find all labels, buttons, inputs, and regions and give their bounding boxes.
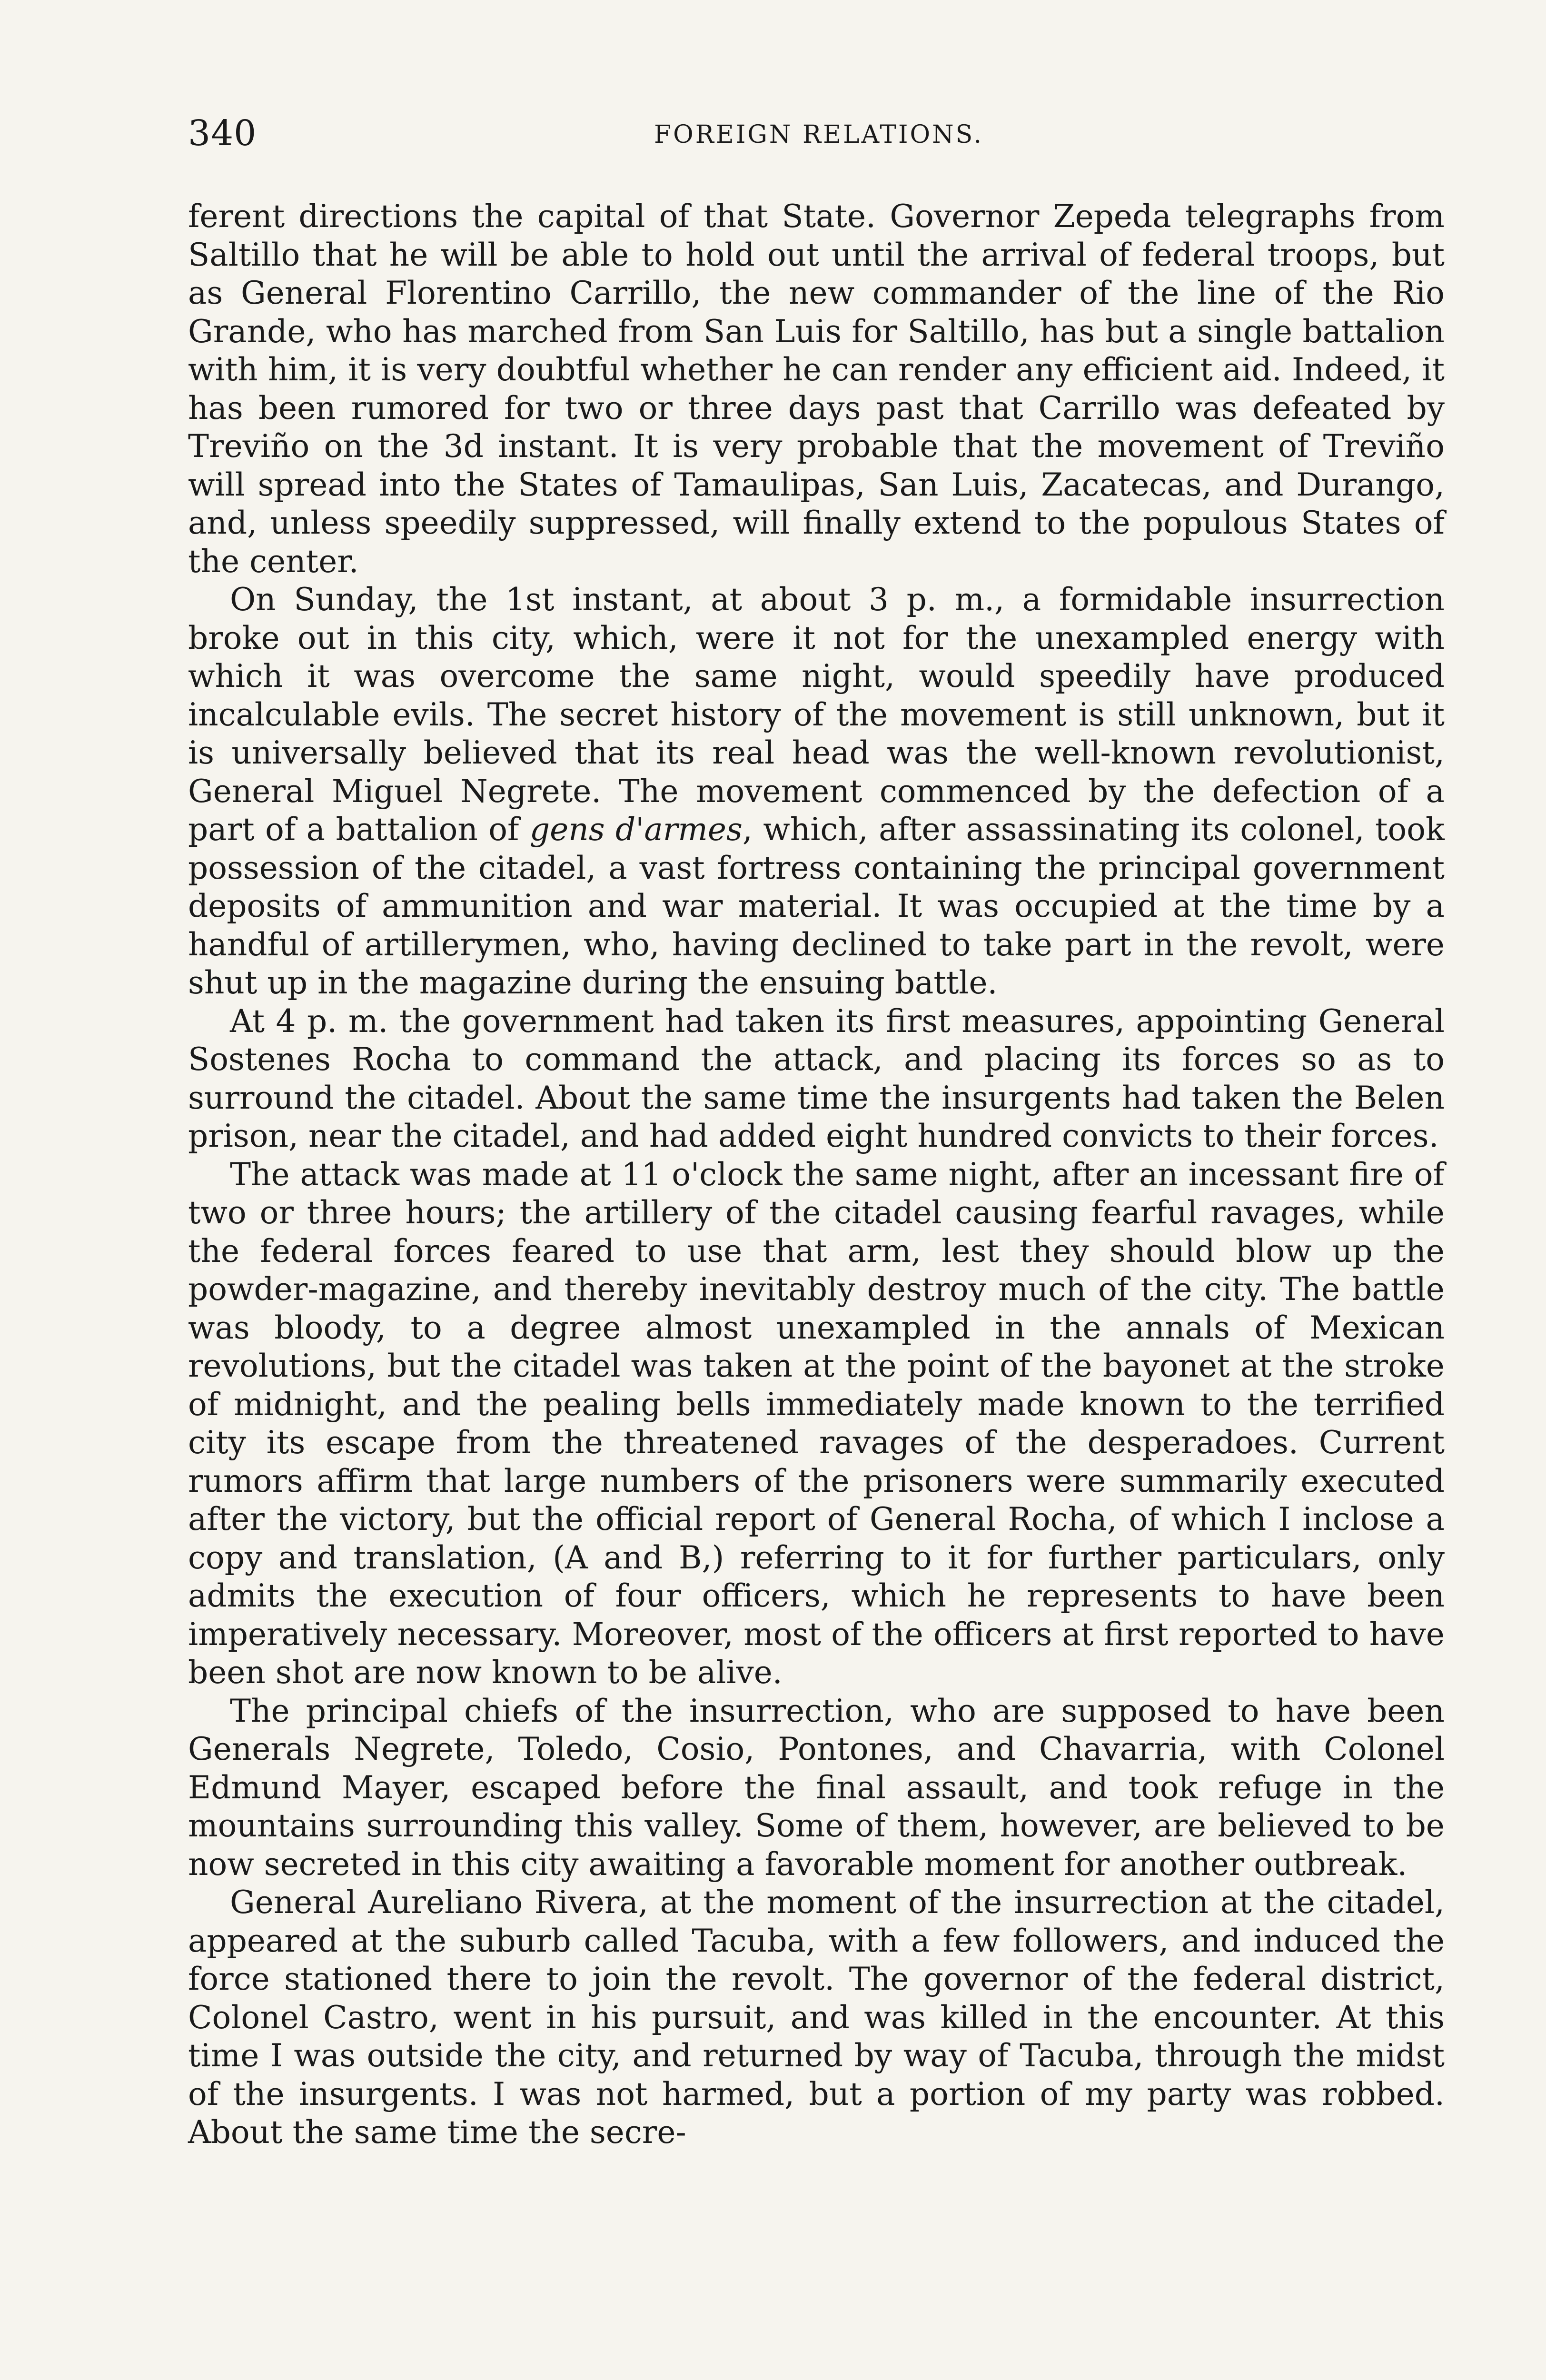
paragraph-5: The principal chiefs of the insurrection, who are supposed to have been Generals Negrete, Toledo, Cosio, Pontones, and Chavarria, with Colonel Edmund Mayer, escaped before the final assault, and took refuge in the mountains surrounding this valley. Some of them, however, are believed to be now secreted in this city awaiting a favorable moment for another outbreak. — [188, 1692, 1445, 1883]
paragraph-4: The attack was made at 11 o'clock the same night, after an incessant fire of two or three hours; the artillery of the citadel causing fearful ravages, while the federal forces feared to use that arm, lest they should blow up the powder-magazine, and thereby inevitably destroy much of the city. The battle was bloody, to a degree almost unexampled in the annals of Mexican revolutions, but the citadel was taken at the point of the bayonet at the stroke of midnight, and the pealing bells immediately made known to the terrified city its escape from the threatened ravages of the desperadoes. Current rumors affirm that large numbers of the prisoners were summarily executed after the victory, but the official report of General Rocha, of which I inclose a copy and translation, (A and B,) referring to it for further particulars, only admits the execution of four officers, which he represents to have been imperatively necessary. Moreover, most of the officers at first reported to have been shot are now known to be alive. — [188, 1156, 1445, 1691]
paragraph-2-text-a: On Sunday, the 1st instant, at about 3 p. m., a formidable insurrection broke out in this city, which, were it not for the unexampled energy with which it was overcome the same night, would speedily have produced incalculable evils. The secret history of the movement is still unknown, but it is universally believed that its real head was the well-known revolutionist, General Miguel Negrete. The movement commenced by the defection of a part of a battalion of — [188, 581, 1445, 848]
paragraph-6: General Aureliano Rivera, at the moment of the insurrection at the citadel, appeared at the suburb called Tacuba, with a few followers, and induced the force stationed there to join the revolt. The governor of the federal district, Colonel Castro, went in his pursuit, and was killed in the encounter. At this time I was outside the city, and returned by way of Tacuba, through the midst of the insurgents. I was not harmed, but a portion of my party was robbed. About the same time the secre- — [188, 1884, 1445, 2151]
paragraph-3: At 4 p. m. the government had taken its first measures, appointing General Sostenes Rocha to command the attack, and placing its forces so as to surround the citadel. About the same time the insurgents had taken the Belen prison, near the citadel, and had added eight hundred convicts to their forces. — [188, 1002, 1445, 1154]
italic-term: gens d'armes — [529, 811, 743, 848]
paragraph-2-text-b: , which, after assassinating its colonel, took possession of the citadel, a vast fortress containing the principal government deposits of ammunition and war material. It was occupied at the time by a handful of artillerymen, who, having declined to take part in the revolt, were shut up in the magazine during the ensuing battle. — [188, 811, 1445, 1001]
page-header — [188, 107, 1449, 159]
page-number: 340 — [188, 113, 257, 154]
paragraph-1: ferent directions the capital of that State. Governor Zepeda telegraphs from Saltillo that he will be able to hold out until the arrival of federal troops, but as General Florentino Carrillo, the new commander of the line of the Rio Grande, who has marched from San Luis for Saltillo, has but a single battalion with him, it is very doubtful whether he can render any efficient aid. Indeed, it has been rumored for two or three days past that Carrillo was defeated by Treviño on the 3d instant. It is very probable that the movement of Treviño will spread into the States of Tamaulipas, San Luis, Zacatecas, and Durango, and, unless speedily suppressed, will finally extend to the populous States of the center. — [188, 198, 1445, 580]
body-text — [188, 198, 1445, 2152]
running-head: FOREIGN RELATIONS. — [654, 120, 983, 149]
paragraph-2 — [188, 581, 1445, 1002]
